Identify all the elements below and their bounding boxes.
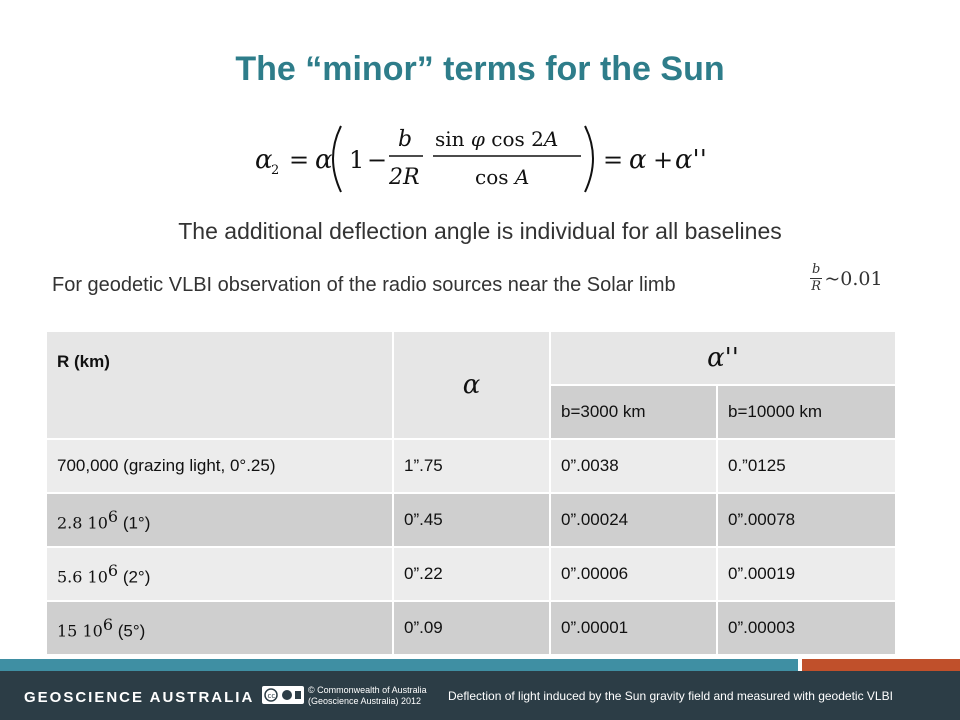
header-b3000: b=3000 km	[550, 385, 717, 439]
cell-r: 700,000 (grazing light, 0°.25)	[46, 439, 393, 493]
svg-text:α'': α''	[675, 145, 707, 175]
cell-b3000: 0”.00006	[550, 547, 717, 601]
svg-text:1: 1	[349, 146, 365, 174]
svg-text:α: α	[629, 145, 647, 175]
svg-text:α: α	[315, 145, 333, 175]
svg-text:2R: 2R	[389, 165, 420, 190]
svg-text:2: 2	[271, 163, 280, 178]
cell-b10000: 0”.00019	[717, 547, 896, 601]
minor-terms-table	[45, 330, 897, 656]
cell-b10000: 0”.00078	[717, 493, 896, 547]
cell-b10000: 0”.00003	[717, 601, 896, 655]
brand-logo-text: GEOSCIENCE AUSTRALIA	[24, 689, 255, 706]
svg-text:α: α	[255, 145, 273, 175]
cell-b10000: 0.”0125	[717, 439, 896, 493]
solar-limb-statement: For geodetic VLBI observation of the radio sources near the Solar limb	[52, 274, 676, 296]
cell-r-exponent: 6	[107, 506, 119, 526]
cell-r-exponent: 6	[107, 560, 119, 580]
footer-rule-orange	[802, 659, 960, 671]
svg-text:=: =	[289, 146, 310, 174]
header-alpha: α	[393, 331, 550, 439]
cell-r-angle: (2°)	[122, 567, 151, 587]
cell-r-value: 5.6 10	[57, 567, 108, 587]
slide-title: The “minor” terms for the Sun	[235, 50, 725, 88]
cell-alpha: 0”.45	[393, 493, 550, 547]
table-header-row	[46, 331, 896, 385]
svg-text:b: b	[398, 127, 413, 152]
footer-caption: Deflection of light induced by the Sun gravity field and measured with geodetic VLBI	[448, 689, 893, 703]
svg-text:sin φ cos 2A: sin φ cos 2A	[435, 127, 559, 151]
table-row	[46, 601, 896, 655]
copyright-line-1: © Commonwealth of Australia	[308, 685, 427, 695]
header-b10000: b=10000 km	[717, 385, 896, 439]
svg-text:=: =	[603, 146, 624, 174]
cell-b3000: 0”.0038	[550, 439, 717, 493]
cell-r	[46, 547, 393, 601]
deflection-formula	[255, 118, 715, 198]
cell-alpha: 0”.09	[393, 601, 550, 655]
table-row	[46, 547, 896, 601]
cell-r-value: 15 10	[57, 621, 103, 641]
table-row	[46, 439, 896, 493]
table-row	[46, 493, 896, 547]
baseline-statement: The additional deflection angle is individual for all baselines	[178, 218, 782, 244]
svg-text:+: +	[653, 146, 674, 174]
svg-text:cos A: cos A	[475, 165, 530, 189]
header-r-km: R (km)	[46, 331, 393, 439]
ratio-numerator: b	[812, 262, 821, 277]
cell-b3000: 0”.00001	[550, 601, 717, 655]
svg-text:cc: cc	[267, 692, 276, 700]
svg-text:−: −	[367, 146, 388, 174]
copyright-text	[308, 685, 427, 707]
creative-commons-icon	[262, 686, 304, 704]
cell-r-angle: (1°)	[122, 513, 151, 533]
header-alpha-double-prime: α''	[550, 331, 896, 385]
cell-r	[46, 601, 393, 655]
cell-r	[46, 493, 393, 547]
ratio-fraction	[810, 262, 822, 295]
ratio-denominator: R	[811, 279, 822, 294]
ratio-approx: ~0.01	[824, 267, 883, 290]
cell-b3000: 0”.00024	[550, 493, 717, 547]
cell-r-exponent: 6	[102, 614, 113, 634]
b-over-r-ratio	[810, 262, 883, 295]
cell-r-angle: (5°)	[117, 621, 146, 641]
cell-r-value: 2.8 10	[57, 513, 108, 533]
cell-alpha: 1”.75	[393, 439, 550, 493]
footer-rule-blue	[0, 659, 798, 671]
cell-alpha: 0”.22	[393, 547, 550, 601]
copyright-line-2: (Geoscience Australia) 2012	[308, 696, 422, 706]
